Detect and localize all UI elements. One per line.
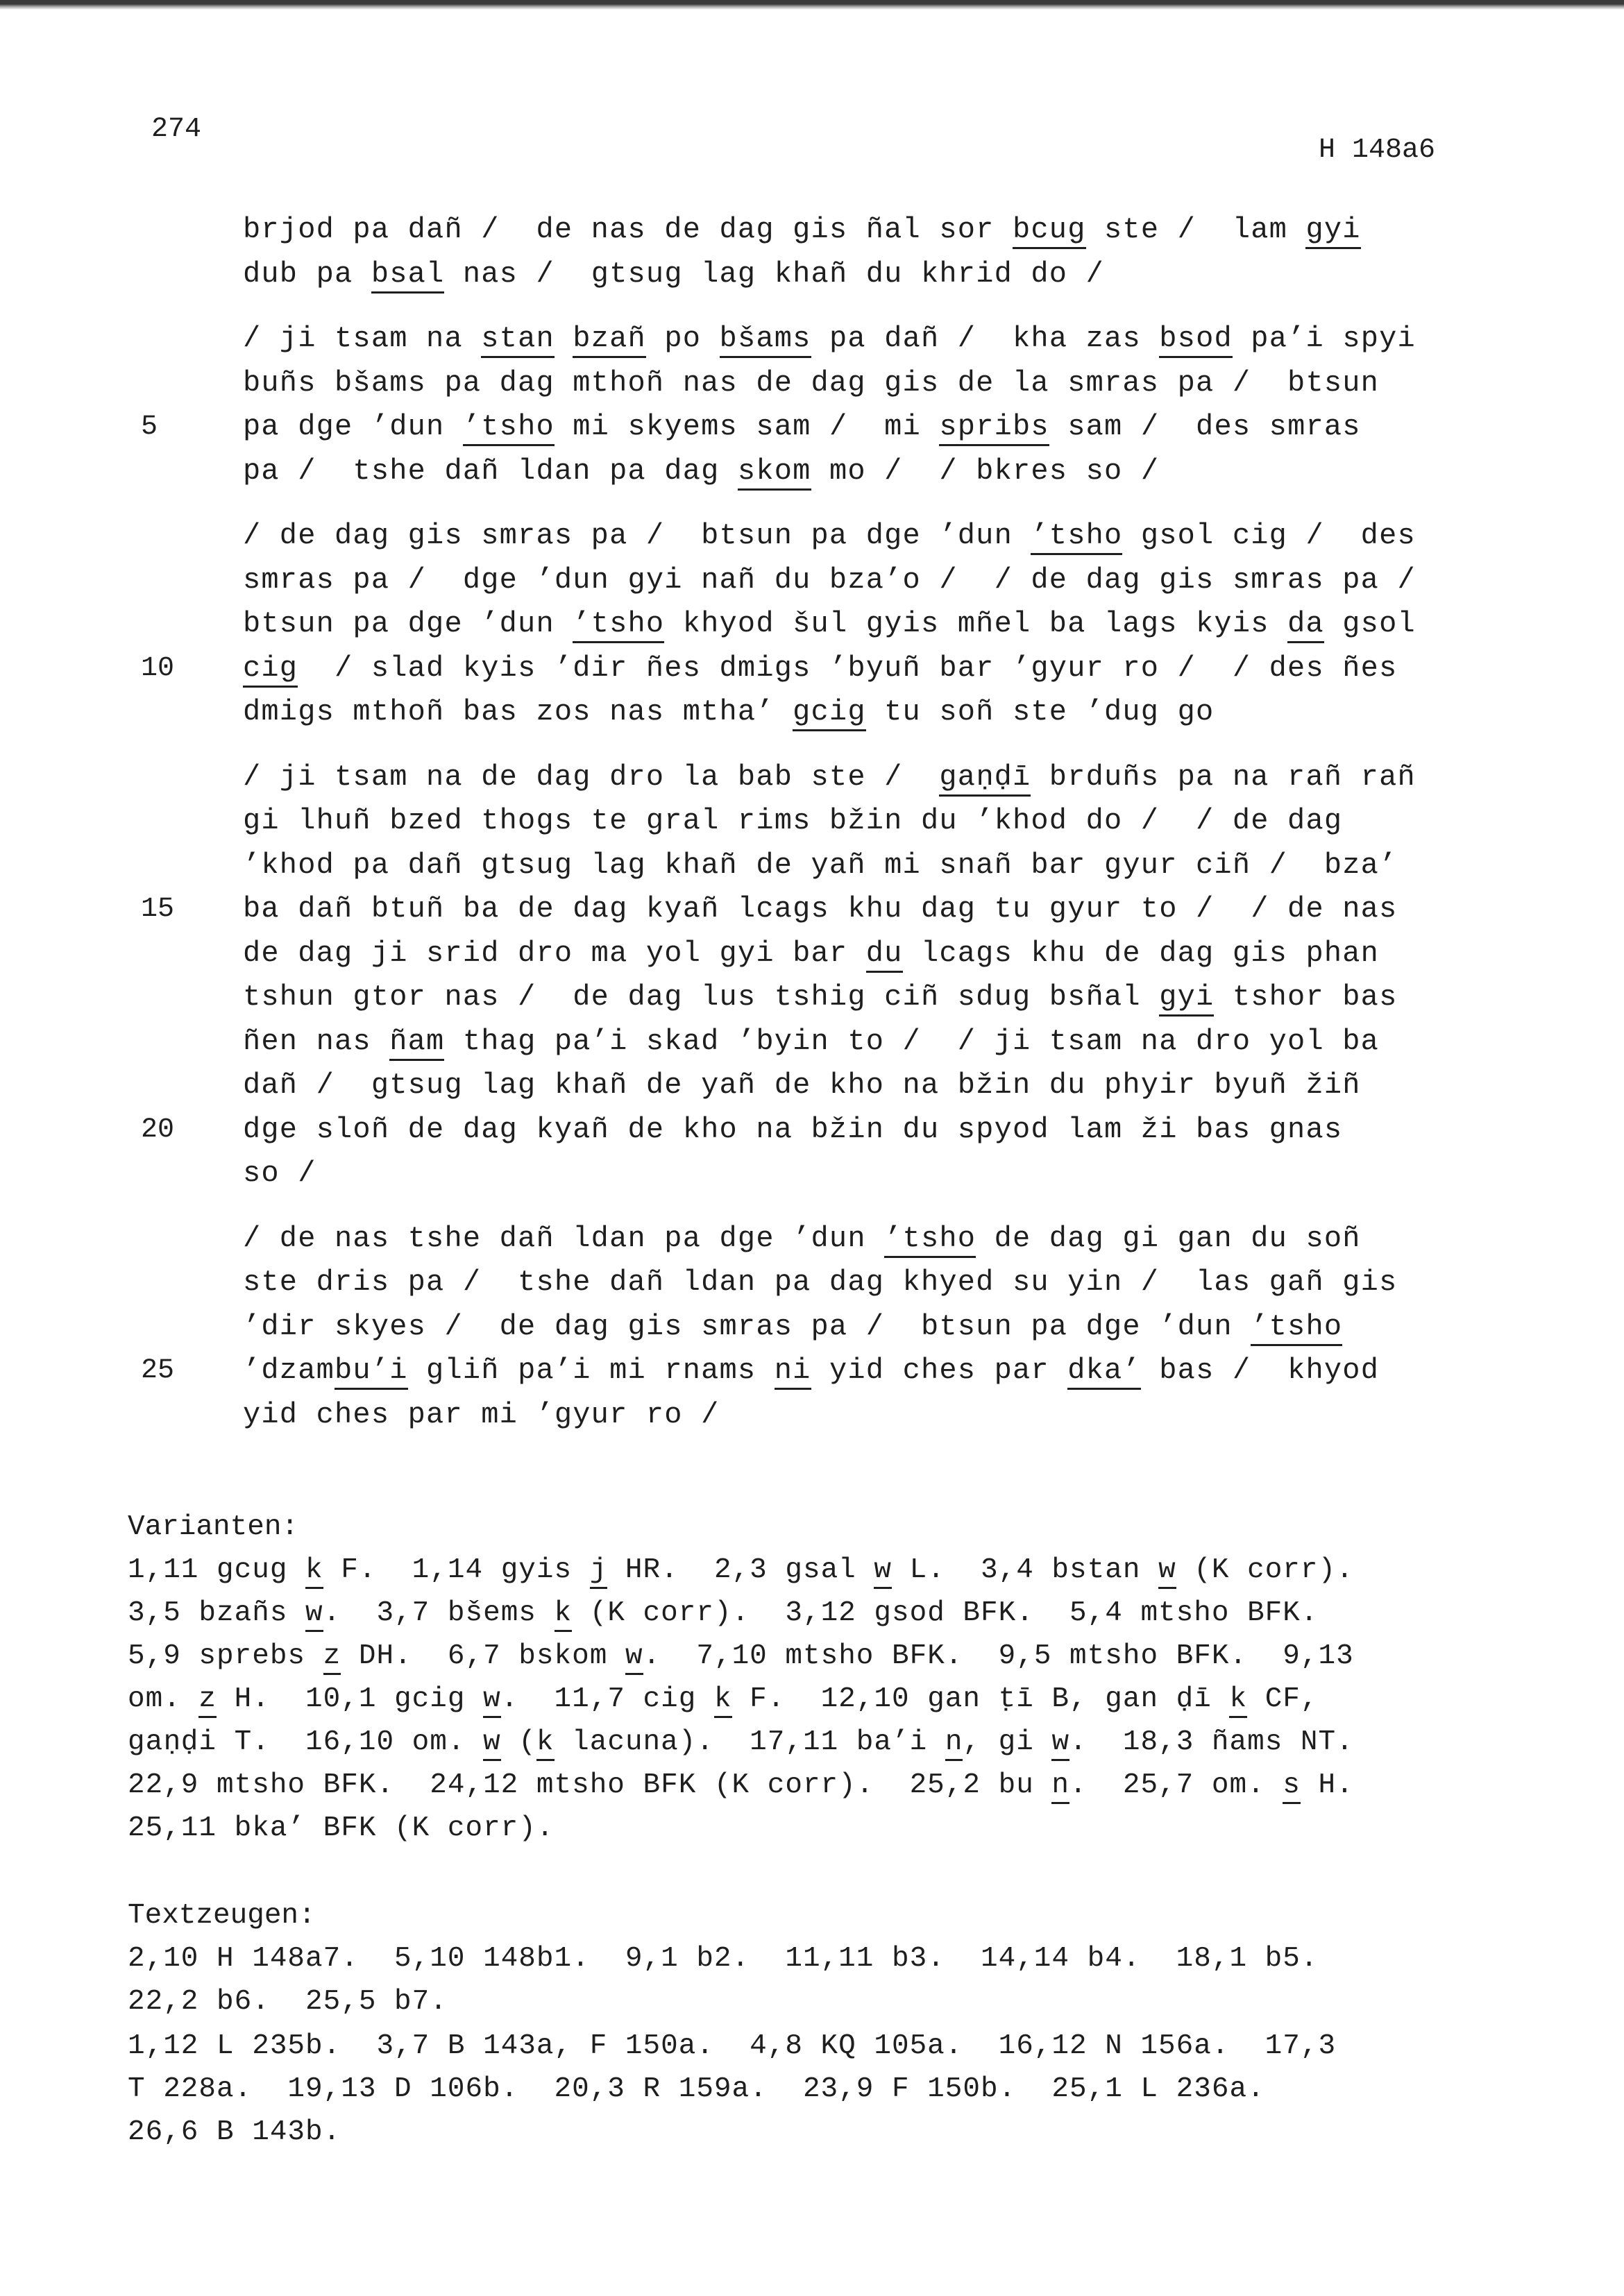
underlined-word: k [714,1683,732,1718]
line-text: gi lhuñ bzed thogs te gral rims bžin du ’khod do / / de dag [243,804,1343,837]
underlined-word: bsod [1159,322,1233,358]
underlined-word: k [555,1597,573,1632]
line-text: ’khod pa dañ gtsug lag khañ de yañ mi snañ bar gyur ciñ / bza’ [243,848,1398,882]
textzeugen-lines [128,1937,1446,2154]
varianten-section [128,1506,1446,1850]
text-line [243,1261,1457,1305]
underlined-word: bzañ [573,322,646,358]
text-line [243,559,1457,603]
line-text: smras pa / dge ’dun gyi nañ du bza’o / / de dag gis smras pa / [243,563,1416,597]
line-text: brjod pa dañ / de nas de dag gis ñal sor bcug ste / lam gyi [243,213,1361,249]
underlined-word: w [305,1597,323,1632]
line-text: ba dañ btuñ ba de dag kyañ lcags khu dag tu gyur to / / de nas [243,892,1398,926]
line-text: dge sloñ de dag kyañ de kho na bžin du spyod lam ži bas gnas [243,1112,1343,1146]
text-line [141,1108,1457,1153]
variant-line: 22,9 mtsho BFK. 24,12 mtsho BFK (K corr). 25,2 bu n. 25,7 om. s H. [128,1764,1446,1807]
underlined-word: ’tsho [1251,1310,1342,1346]
line-number: 10 [141,652,175,684]
underlined-word: k [536,1726,555,1761]
text-line [141,405,1457,450]
line-text: / de nas tshe dañ ldan pa dge ’dun ’tsho de dag gi gan du soñ [243,1222,1361,1258]
underlined-word: gyi [1305,213,1360,249]
underlined-word: w [483,1683,501,1718]
text-line [243,514,1457,559]
page-number: 274 [151,114,202,145]
witness-group [128,1937,1446,2023]
line-text: dmigs mthoñ bas zos nas mtha’ gcig tu soñ ste ’dug go [243,695,1214,731]
paragraph [243,208,1457,296]
line-text: dub pa bsal nas / gtsug lag khañ du khrid do / [243,257,1104,294]
witness-line: 22,2 b6. 25,5 b7. [128,1986,448,2018]
underlined-word: k [1229,1683,1247,1718]
underlined-word: du [866,937,903,973]
text-line [243,932,1457,976]
underlined-word: stan [481,322,555,358]
variant-line: 5,9 sprebs z DH. 6,7 bskom w. 7,10 mtsho BFK. 9,5 mtsho BFK. 9,13 [128,1635,1446,1678]
line-text: / ji tsam na stan bzañ po bšams pa dañ / kha zas bsod pa’i spyi [243,322,1416,358]
line-text: dañ / gtsug lag khañ de yañ de kho na bžin du phyir byuñ žiñ [243,1069,1361,1102]
variant-line: om. z H. 10,1 gcig w. 11,7 cig k F. 12,10 gan ṭī B, gan ḍī k CF, [128,1678,1446,1721]
underlined-word: bcug [1013,213,1086,249]
line-text: / ji tsam na de dag dro la bab ste / gaṇḍī brduñs pa na rañ rañ [243,760,1416,797]
line-text: cig / slad kyis ’dir ñes dmigs ’byuñ bar ’gyur ro / / des ñes [243,652,1397,688]
folio-reference: H 148a6 [1319,135,1436,166]
line-text: tshun gtor nas / de dag lus tshig ciñ sdug bsñal gyi tshor bas [243,980,1397,1017]
text-line [243,602,1457,647]
underlined-word: gyi [1159,980,1214,1017]
underlined-word: gaṇḍī [939,760,1031,797]
underlined-word: w [625,1640,643,1675]
text-line [243,799,1457,844]
underlined-word: da [1287,607,1324,643]
underlined-word: gcig [793,695,866,731]
text-line [243,844,1457,888]
underlined-word: s [1283,1769,1301,1804]
line-number: 20 [141,1114,175,1146]
witness-line: 1,12 L 235b. 3,7 B 143a, F 150a. 4,8 KQ 105a. 16,12 N 156a. 17,3 [128,2030,1337,2062]
text-line [243,690,1457,735]
underlined-word: n [1051,1769,1069,1804]
line-number: 25 [141,1355,175,1386]
underlined-word: ’tsho [463,410,555,446]
underlined-word: bu’i [335,1354,408,1390]
underlined-word: w [483,1726,501,1761]
text-line [243,1305,1457,1350]
text-line [243,976,1457,1020]
paragraph [141,514,1457,735]
underlined-word: w [1051,1726,1069,1761]
witness-line: T 228a. 19,13 D 106b. 20,3 R 159a. 23,9 F 150b. 25,1 L 236a. [128,2073,1265,2105]
line-number: 15 [141,894,175,925]
line-text: pa dge ’dun ’tsho mi skyems sam / mi spribs sam / des smras [243,410,1361,446]
witness-line: 2,10 H 148a7. 5,10 148b1. 9,1 b2. 11,11 b3. 14,14 b4. 18,1 b5. [128,1943,1319,1975]
variant-line: 25,11 bka’ BFK (K corr). [128,1812,555,1844]
line-text: ñen nas ñam thag pa’i skad ’byin to / / ji tsam na dro yol ba [243,1025,1379,1061]
main-text [141,208,1457,1458]
underlined-word: n [945,1726,963,1761]
variant-line: 1,11 gcug k F. 1,14 gyis j HR. 2,3 gsal w L. 3,4 bstan w (K corr). [128,1549,1446,1592]
text-line [243,1393,1457,1438]
text-line [141,647,1457,691]
varianten-lines [128,1549,1446,1850]
underlined-word: ’tsho [1031,519,1122,555]
line-text: so / [243,1157,316,1190]
underlined-word: dka’ [1067,1354,1141,1390]
underlined-word: k [305,1554,323,1589]
variant-line: gaṇḍi T. 16,10 om. w (k lacuna). 17,11 ba’i n, gi w. 18,3 ñams NT. [128,1721,1446,1764]
scan-top-edge [0,0,1624,10]
text-line [243,208,1457,253]
text-line [141,1349,1457,1393]
text-line [243,317,1457,362]
underlined-word: spribs [939,410,1049,446]
text-line [243,1217,1457,1261]
underlined-word: bsal [371,257,445,294]
text-line [243,1020,1457,1064]
underlined-word: z [323,1640,341,1675]
text-line [141,887,1457,932]
text-line [243,1064,1457,1108]
underlined-word: ñam [389,1025,444,1061]
underlined-word: ’tsho [573,607,664,643]
variant-line: 3,5 bzañs w. 3,7 bšems k (K corr). 3,12 gsod BFK. 5,4 mtsho BFK. [128,1592,1446,1635]
line-text: ’dir skyes / de dag gis smras pa / btsun pa dge ’dun ’tsho [243,1310,1342,1346]
text-line [243,253,1457,297]
underlined-word: w [1158,1554,1176,1589]
paragraph [141,756,1457,1196]
line-text: btsun pa dge ’dun ’tsho khyod šul gyis mñel ba lags kyis da gsol [243,607,1416,643]
underlined-word: ni [775,1354,811,1390]
underlined-word: j [590,1554,608,1589]
text-line [243,450,1457,494]
underlined-word: cig [243,652,298,688]
paragraph [141,317,1457,493]
textzeugen-section [128,1894,1446,2154]
line-text: yid ches par mi ’gyur ro / [243,1397,720,1431]
line-text: de dag ji srid dro ma yol gyi bar du lcags khu de dag gis phan [243,937,1379,973]
line-number: 5 [141,411,158,443]
witness-line: 26,6 B 143b. [128,2116,341,2148]
underlined-word: ’tsho [884,1222,976,1258]
line-text: buñs bšams pa dag mthoñ nas de dag gis de la smras pa / btsun [243,366,1380,400]
text-line [243,362,1457,406]
underlined-word: w [874,1554,892,1589]
underlined-word: bšams [720,322,811,358]
paragraph [141,1217,1457,1438]
underlined-word: z [198,1683,217,1718]
line-text: ’dzambu’i gliñ pa’i mi rnams ni yid ches par dka’ bas / khyod [243,1354,1379,1390]
line-text: ste dris pa / tshe dañ ldan pa dag khyed su yin / las gañ gis [243,1266,1398,1299]
varianten-heading: Varianten: [128,1511,299,1543]
line-text: pa / tshe dañ ldan pa dag skom mo / / bkres so / [243,454,1159,491]
text-line [243,1152,1457,1196]
underlined-word: skom [738,454,811,491]
witness-group [128,2025,1446,2154]
text-line [243,756,1457,800]
textzeugen-heading: Textzeugen: [128,1900,316,1932]
line-text: / de dag gis smras pa / btsun pa dge ’dun ’tsho gsol cig / des [243,519,1416,555]
